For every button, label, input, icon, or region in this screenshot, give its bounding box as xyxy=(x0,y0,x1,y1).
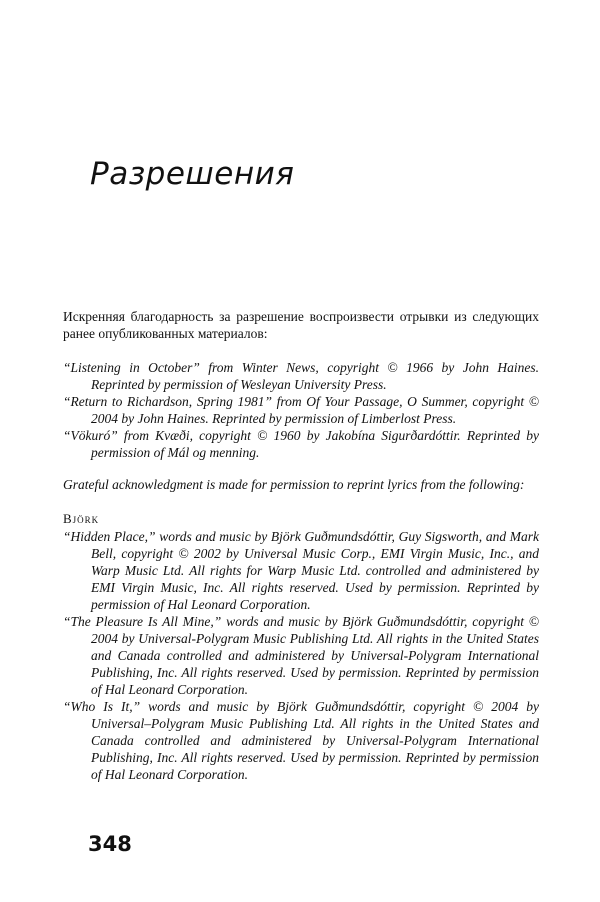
lyrics-list xyxy=(63,528,539,783)
permission-entry: “Vökuró” from Kvæði, copyright © 1960 by Jakobína Sigurðardóttir. Reprinted by permission of Mál og menning. xyxy=(63,428,539,460)
grateful-acknowledgment: Grateful acknowledgment is made for permission to reprint lyrics from the following: xyxy=(63,477,525,492)
lyrics-entry: “The Pleasure Is All Mine,” words and music by Björk Guðmundsdóttir, copyright © 2004 by Universal-Polygram Music Publishing Ltd. All rights in the United States and Canada controlled and administered by Universal-Polygram International Publishing, Inc. All rights reserved. Used by permission. Reprinted by permission of Hal Leonard Corporation. xyxy=(63,614,539,697)
permission-entry: “Listening in October” from Winter News, copyright © 1966 by John Haines. Reprinted by permission of Wesleyan University Press. xyxy=(63,360,539,392)
permissions-list xyxy=(63,359,539,461)
page-title: Разрешения xyxy=(90,156,295,192)
lyrics-entry: “Hidden Place,” words and music by Björk Guðmundsdóttir, Guy Sigsworth, and Mark Bell, copyright © 2002 by Universal Music Corp., EMI Virgin Music, Inc., and Warp Music Ltd. All rights for Warp Music Ltd. controlled and administered by EMI Virgin Music, Inc. All rights reserved. Used by permission. Reprinted by permission of Hal Leonard Corporation. xyxy=(63,529,539,612)
page-number: 348 xyxy=(88,832,132,856)
lyrics-entry: “Who Is It,” words and music by Björk Guðmundsdóttir, copyright © 2004 by Universal–Polygram Music Publishing Ltd. All rights in the United States and Canada controlled and administered by Universal-Polygram International Publishing, Inc. All rights reserved. Used by permission. Reprinted by permission of Hal Leonard Corporation. xyxy=(63,699,539,782)
permission-entry: “Return to Richardson, Spring 1981” from Of Your Passage, O Summer, copyright © 2004 by John Haines. Reprinted by permission of Limberlost Press. xyxy=(63,394,539,426)
intro-paragraph: Искренняя благодарность за разрешение воспроизвести отрывки из следующих ранее опубликованных материалов: xyxy=(63,309,539,341)
artist-heading: Björk xyxy=(63,511,100,526)
